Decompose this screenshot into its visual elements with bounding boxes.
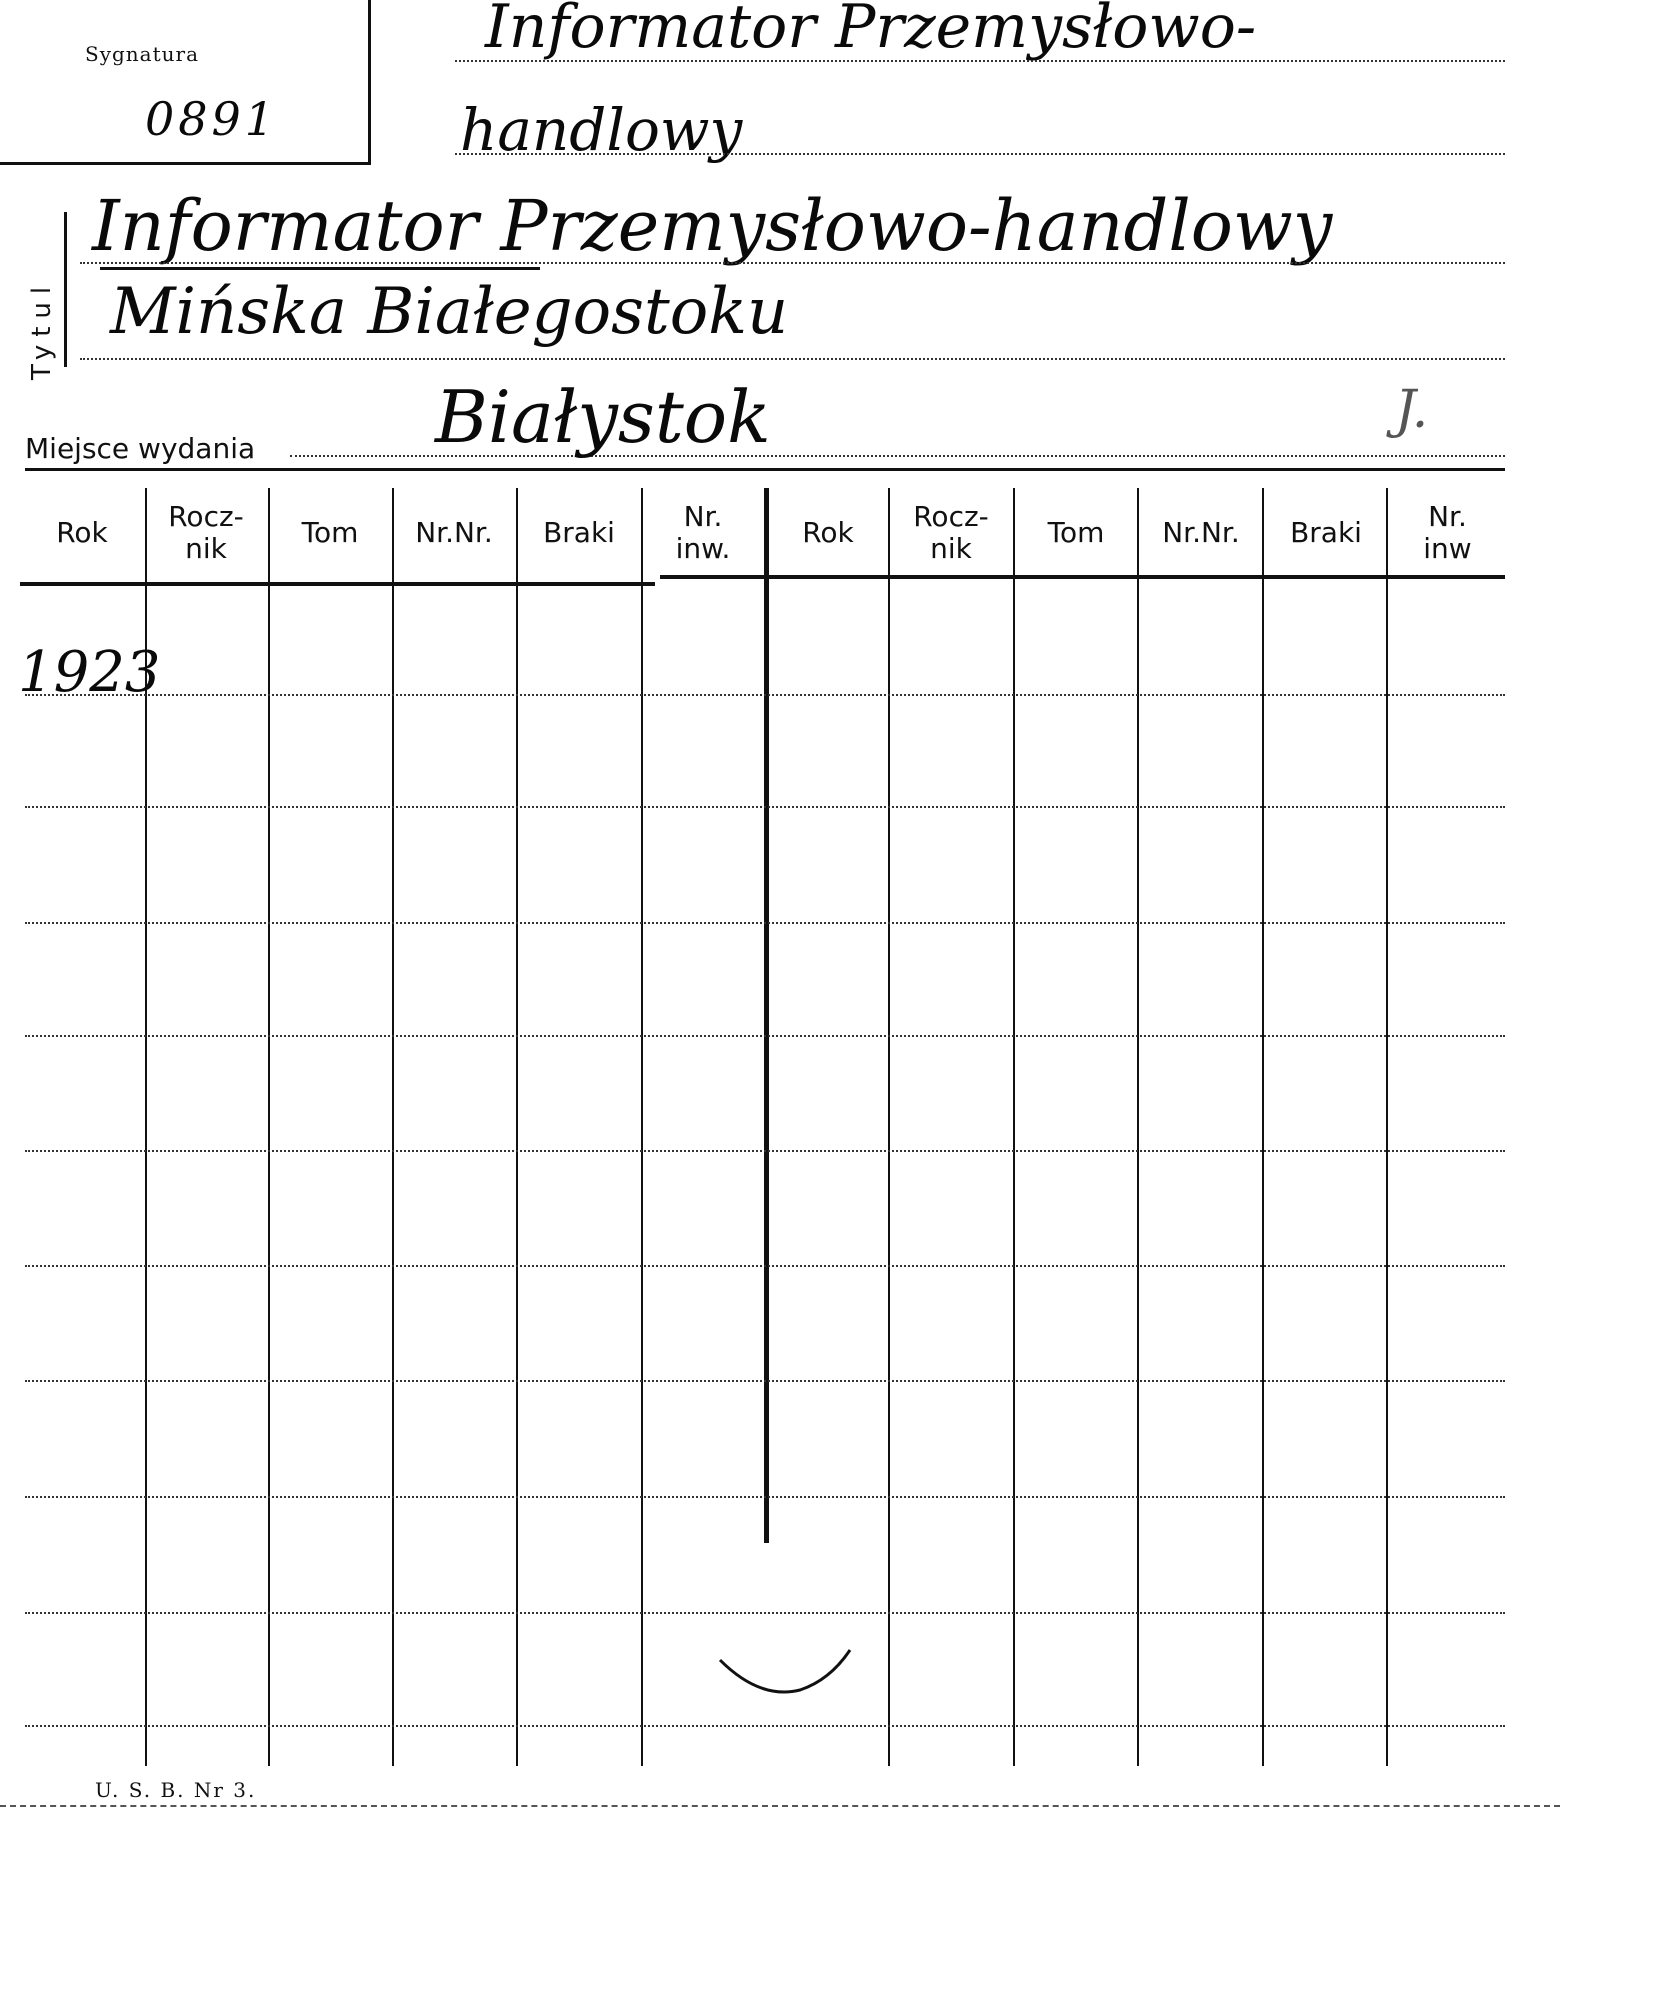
title-dotted-line-2	[80, 358, 1505, 360]
table-row	[25, 694, 1505, 696]
title-line-2: Mińska Białegostoku	[110, 275, 789, 349]
table-row	[25, 922, 1505, 924]
table-header-rule-left	[20, 582, 655, 586]
title-dotted-line-1	[80, 262, 1505, 264]
header-nrnr-right: Nr.Nr.	[1162, 516, 1240, 549]
column-divider	[392, 488, 394, 1766]
header-rok-left: Rok	[56, 516, 108, 549]
column-divider	[516, 488, 518, 1766]
center-divider	[764, 488, 769, 1543]
column-divider	[1386, 488, 1388, 1766]
header-nrinw-right: Nr. inw	[1423, 500, 1472, 565]
signature-value: 0891	[145, 92, 279, 146]
title-underline	[100, 267, 540, 270]
title-vertical-label	[22, 200, 62, 380]
column-divider	[1137, 488, 1139, 1766]
header-tom-left: Tom	[301, 516, 359, 549]
signature-label: Sygnatura	[85, 42, 200, 66]
header-braki-left: Braki	[543, 516, 615, 549]
column-divider	[641, 488, 643, 1766]
table-row	[25, 1265, 1505, 1267]
header-braki-right: Braki	[1290, 516, 1362, 549]
row-year: 1923	[18, 640, 161, 705]
title-label-text: Tytul	[27, 278, 57, 380]
title-brace	[64, 212, 77, 367]
table-row	[25, 1380, 1505, 1382]
column-divider	[1013, 488, 1015, 1766]
table-row	[25, 1612, 1505, 1614]
column-divider	[1262, 488, 1264, 1766]
table-row	[25, 1496, 1505, 1498]
header-rocznik-right: Rocz- nik	[913, 500, 989, 565]
title-line-1: Informator Przemysłowo-handlowy	[92, 185, 1333, 267]
header-tom-right: Tom	[1047, 516, 1105, 549]
place-label: Miejsce wydania	[25, 432, 256, 465]
heading-line-1: Informator Przemysłowo-	[485, 0, 1257, 62]
punch-hole-mark	[700, 1640, 860, 1750]
heading-dotted-line-2	[455, 153, 1505, 155]
header-rok-right: Rok	[802, 516, 854, 549]
place-note: J.	[1395, 380, 1429, 440]
footer-text: U. S. B. Nr 3.	[95, 1778, 257, 1802]
table-row	[25, 1035, 1505, 1037]
place-value: Białystok	[435, 375, 771, 459]
card-bottom-edge	[0, 1805, 1560, 1807]
header-nrinw-left: Nr. inw.	[675, 500, 731, 565]
table-row	[25, 1150, 1505, 1152]
column-divider	[268, 488, 270, 1766]
column-divider	[888, 488, 890, 1766]
header-nrnr-left: Nr.Nr.	[415, 516, 493, 549]
header-rocznik-left: Rocz- nik	[168, 500, 244, 565]
table-top-rule	[25, 468, 1505, 471]
table-row	[25, 806, 1505, 808]
heading-line-2: handlowy	[460, 96, 743, 164]
heading-dotted-line-1	[455, 60, 1505, 62]
